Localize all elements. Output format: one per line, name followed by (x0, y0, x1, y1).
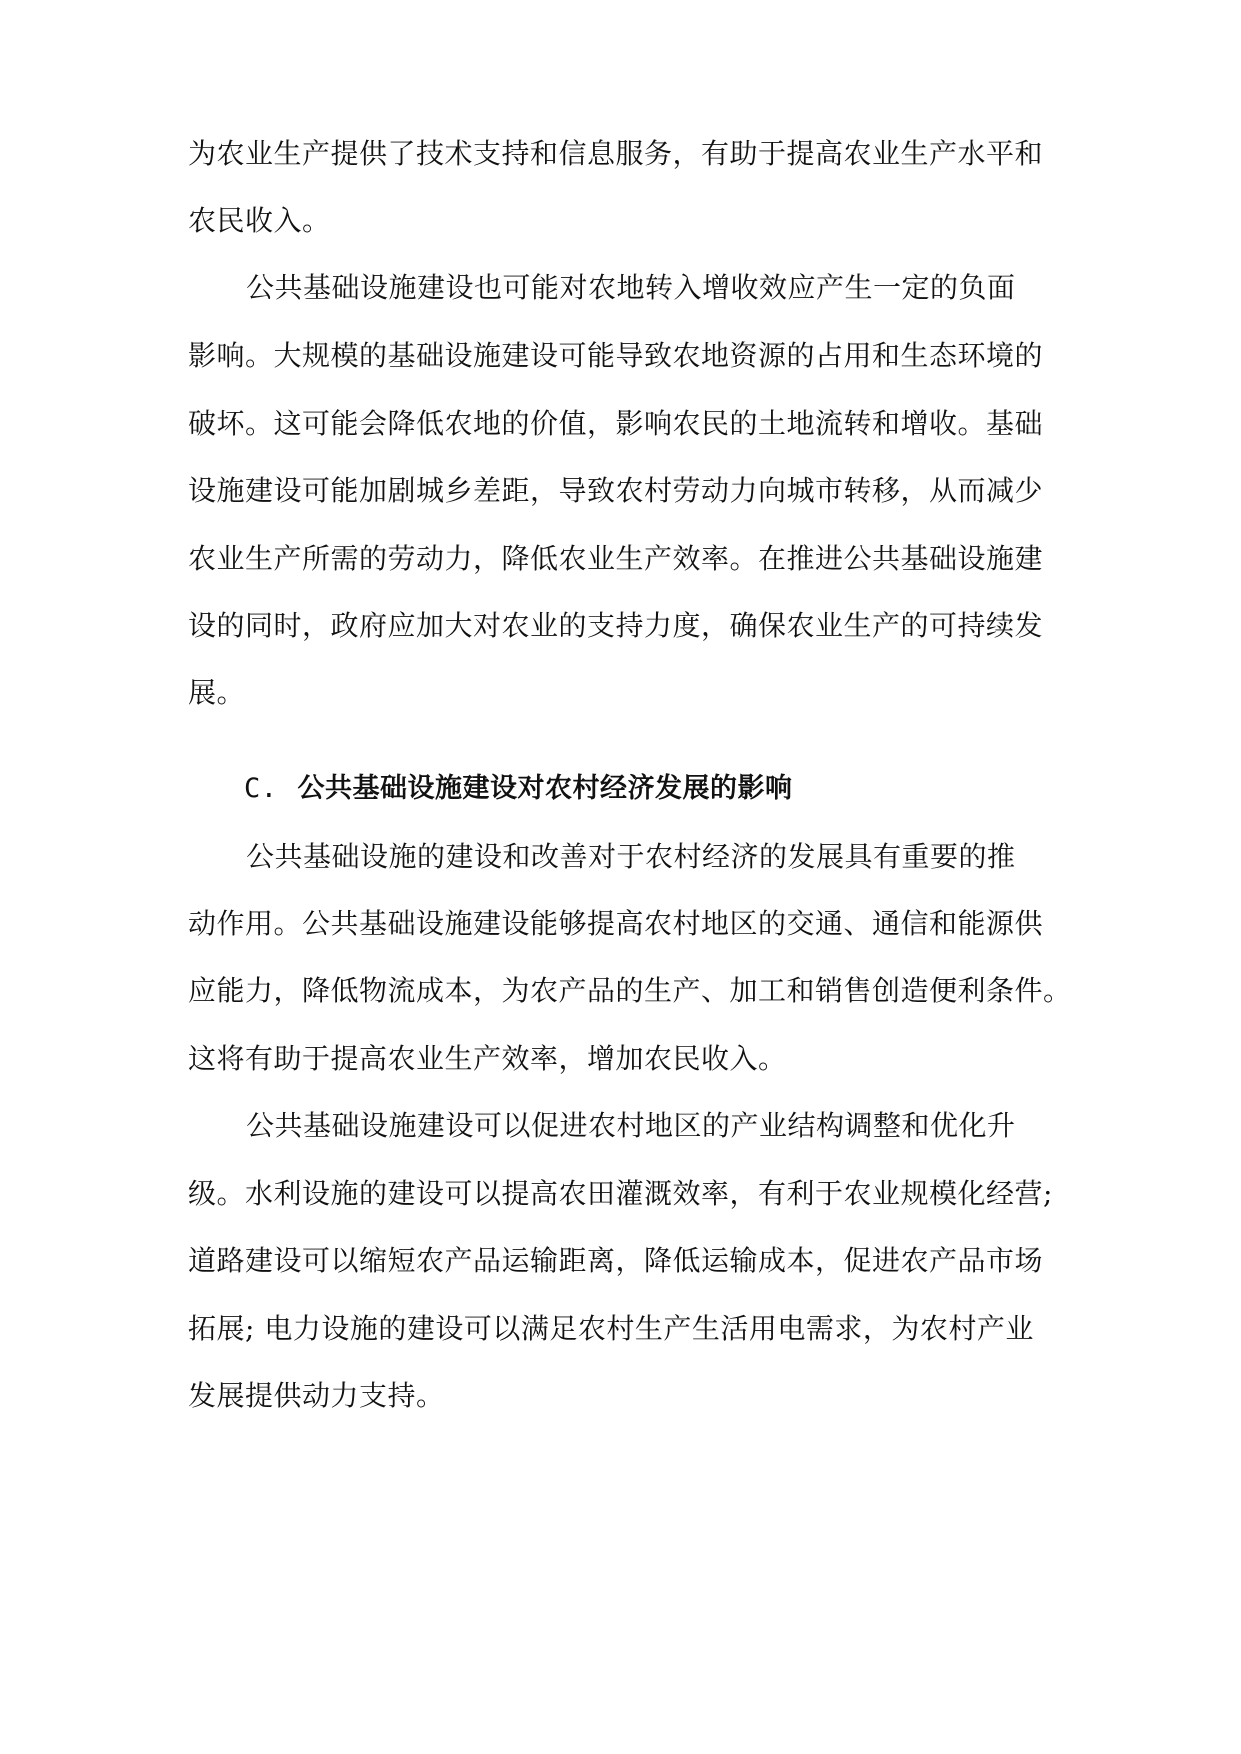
paragraph-line: 公共基础设施建设可以促进农村地区的产业结构调整和优化升 (246, 1109, 1016, 1142)
paragraph-line: 为农业生产提供了技术支持和信息服务，有助于提高农业生产水平和 (188, 137, 1044, 170)
paragraph-line: 农业生产所需的劳动力，降低农业生产效率。在推进公共基础设施建 (188, 542, 1044, 575)
paragraph-line: 道路建设可以缩短农产品运输距离，降低运输成本，促进农产品市场 (188, 1244, 1044, 1277)
paragraph-line: 农民收入。 (188, 204, 331, 237)
paragraph-line: 设的同时，政府应加大对农业的支持力度，确保农业生产的可持续发 (188, 609, 1044, 642)
section-label: C. (244, 773, 278, 804)
paragraph-line: 展。 (188, 676, 246, 709)
paragraph-line: 设施建设可能加剧城乡差距，导致农村劳动力向城市转移，从而减少 (188, 474, 1044, 507)
paragraph-line: 级。水利设施的建设可以提高农田灌溉效率，有利于农业规模化经营; (188, 1177, 1053, 1210)
paragraph-line: 发展提供动力支持。 (188, 1379, 445, 1412)
paragraph-line: 拓展; 电力设施的建设可以满足农村生产生活用电需求，为农村产业 (188, 1312, 1034, 1345)
paragraph-line: 影响。大规模的基础设施建设可能导致农地资源的占用和生态环境的 (188, 339, 1044, 372)
section-heading (244, 769, 1124, 809)
paragraph-line: 公共基础设施的建设和改善对于农村经济的发展具有重要的推 (246, 840, 1016, 873)
paragraph-line: 这将有助于提高农业生产效率，增加农民收入。 (188, 1042, 787, 1075)
paragraph-line: 应能力，降低物流成本，为农产品的生产、加工和销售创造便利条件。 (188, 974, 1072, 1007)
section-title: 公共基础设施建设对农村经济发展的影响 (297, 773, 793, 804)
paragraph-line: 破坏。这可能会降低农地的价值，影响农民的土地流转和增收。基础 (188, 407, 1044, 440)
paragraph-line: 公共基础设施建设也可能对农地转入增收效应产生一定的负面 (246, 271, 1016, 304)
paragraph-line: 动作用。公共基础设施建设能够提高农村地区的交通、通信和能源供 (188, 907, 1044, 940)
